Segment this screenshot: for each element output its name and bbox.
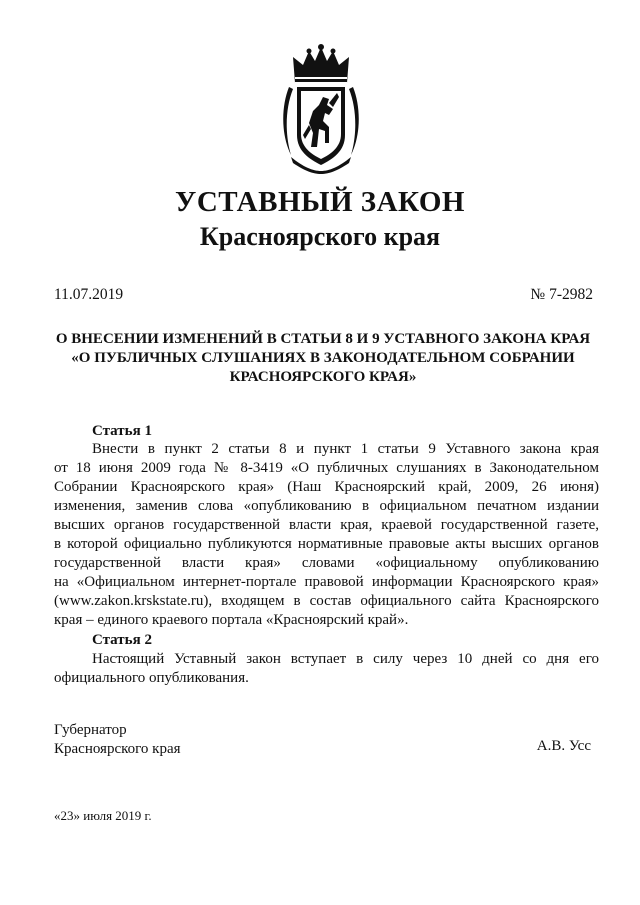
law-heading (40, 330, 606, 387)
law-type-title: УСТАВНЫЙ ЗАКОН (175, 186, 465, 218)
article-1-text (54, 440, 599, 630)
article-1-line: изменения, заменив слова «опубликованию в официальном печатном издании (54, 498, 599, 514)
krasnoyarsk-coat-of-arms-icon (279, 43, 363, 175)
law-date: 11.07.2019 (54, 286, 124, 303)
article-2-line: официального опубликования. (54, 670, 249, 686)
signatory-title-line: Красноярского края (54, 741, 181, 757)
heading-line: О ВНЕСЕНИИ ИЗМЕНЕНИЙ В СТАТЬИ 8 И 9 УСТАВНОГО ЗАКОНА КРАЯ (55, 331, 591, 347)
article-1-line: Внести в пункт 2 статьи 8 и пункт 1 статьи 9 Уставного закона края (92, 441, 599, 457)
law-number: № 7-2982 (530, 286, 593, 303)
article-1-line: в которой официально публикуются нормативные правовые акты высших органов (54, 536, 599, 552)
article-1-line: края – единого краевого портала «Красноярский край». (54, 612, 409, 628)
article-1-line: высших органов государственной власти края, краевой государственной газете, (54, 517, 599, 533)
article-1-label: Статья 1 (92, 423, 152, 439)
heading-line: «О ПУБЛИЧНЫХ СЛУШАНИЯХ В ЗАКОНОДАТЕЛЬНОМ СОБРАНИИ (71, 350, 575, 366)
region-subtitle: Красноярского края (199, 222, 441, 251)
article-1-line: от 18 июня 2009 года № 8-3419 «О публичных слушаниях в Законодательном (54, 460, 599, 476)
article-1-line: государственной власти края» словами «официальному опубликованию (54, 555, 599, 571)
article-1-line: (www.zakon.krskstate.ru), входящем в состав официального сайта Красноярского (54, 593, 599, 609)
article-1-line: Собрании Красноярского края» (Наш Красноярский край, 2009, 26 июня) (54, 479, 599, 495)
signatory-name: А.В. Усс (536, 738, 591, 754)
heading-line: КРАСНОЯРСКОГО КРАЯ» (229, 369, 417, 385)
article-1-line: на «Официальном интернет-портале правовой информации Красноярского края» (54, 574, 599, 590)
signatory-title (54, 721, 181, 759)
article-2-line: Настоящий Уставный закон вступает в силу через 10 дней со дня его (92, 651, 599, 667)
article-2-text (54, 650, 599, 688)
signing-date: «23» июля 2019 г. (54, 808, 152, 823)
signatory-title-line: Губернатор (54, 722, 127, 738)
article-2-label: Статья 2 (92, 632, 152, 648)
